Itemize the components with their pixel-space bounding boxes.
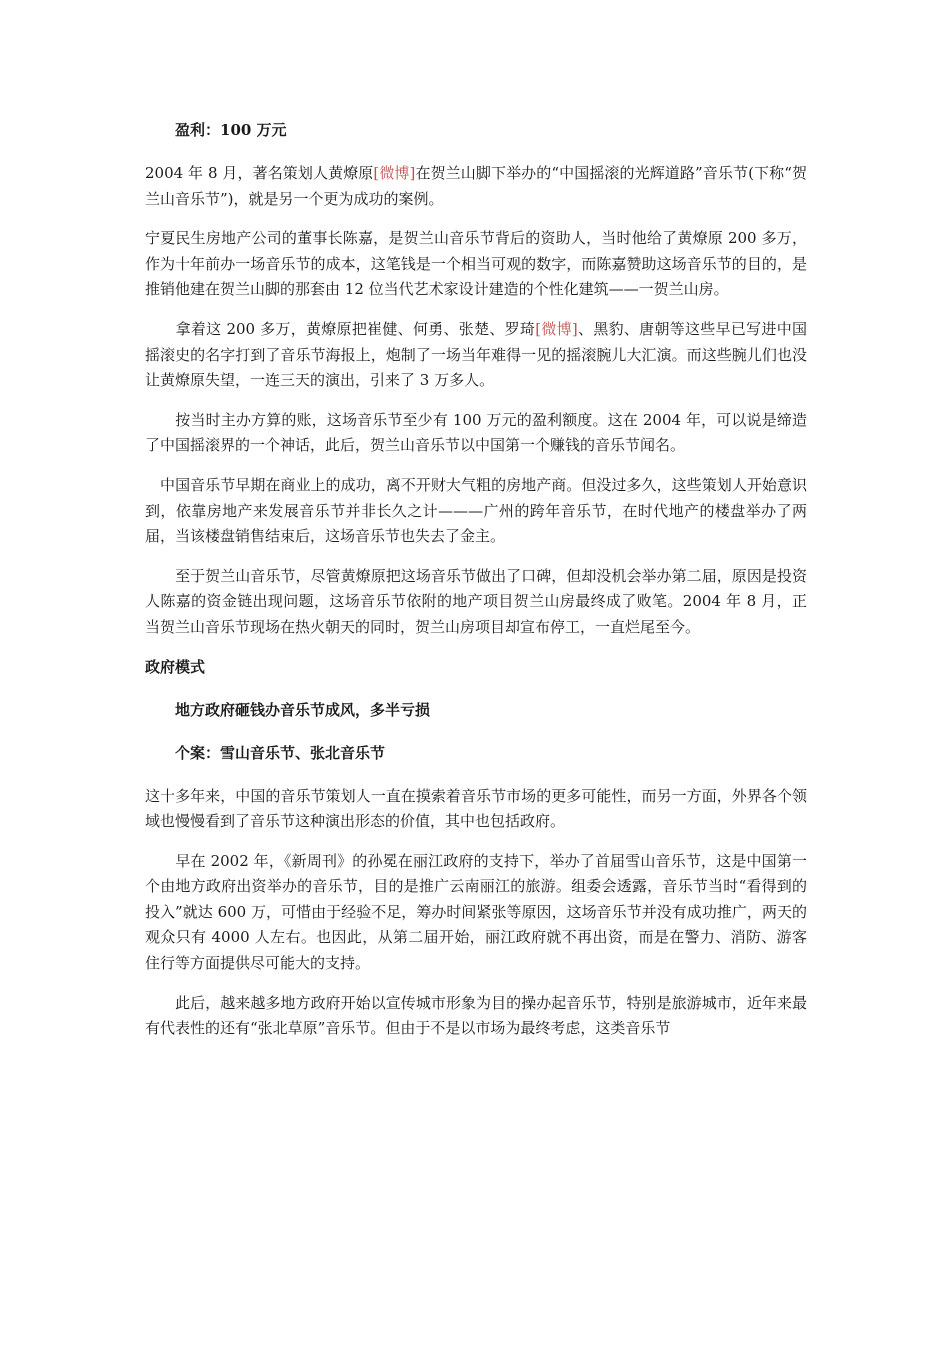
text-segment: 宁夏民生房地产公司的董事长陈嘉，是贺兰山音乐节背后的资助人，当时他给了黄燎原 200 多万，作为十年前办一场音乐节的成本，这笔钱是一个相当可观的数字，而陈嘉赞助这场音乐节的目的，是推销他建在贺兰山脚的那套由 12 位当代艺术家设计建造的个性化建筑——一贺兰山房。 [145,229,807,299]
para-real-estate [145,473,807,550]
para-helanshan-intro [145,161,807,212]
heading-profit: 盈利：100 万元 [145,121,287,139]
para-helanshan-end [145,564,807,641]
para-snow-mountain [145,849,807,977]
text-segment: 2004 年 8 月，著名策划人黄燎原 [145,164,374,182]
para-possibilities [145,784,807,835]
text-segment: 、黑豹、唐朝等这些早已写进中国摇滚史的名字打到了音乐节海报上，炮制了一场当年难得一见的摇滚腕儿大汇演。而这些腕儿们也没让黄燎原失望，一连三天的演出，引来了 3 万多人。 [145,319,807,390]
weibo-link[interactable]: [微博] [373,164,416,182]
heading-case: 个案：雪山音乐节、张北音乐节 [145,743,386,762]
para-zhangbei [145,991,807,1042]
heading-government-mode: 政府模式 [145,657,206,676]
weibo-link[interactable]: [微博] [535,319,578,338]
text-segment: 至于贺兰山音乐节，尽管黄燎原把这场音乐节做出了口碑，但却没机会举办第二届，原因是投资人陈嘉的资金链出现问题，这场音乐节依附的地产项目贺兰山房最终成了败笔。2004 年 8 月，正当贺兰山音乐节现场在热火朝天的同时，贺兰山房项目却宣布停工，一直烂尾至今。 [145,566,807,636]
text-segment: 拿着这 200 多万，黄燎原把崔健、何勇、张楚、罗琦 [145,319,536,338]
text-segment: 按当时主办方算的账，这场音乐节至少有 100 万元的盈利额度。这在 2004 年，可以说是缔造了中国摇滚界的一个神话，此后，贺兰山音乐节以中国第一个赚钱的音乐节闻名。 [145,410,807,455]
para-chenjia [145,226,807,303]
heading-government-loss: 地方政府砸钱办音乐节成风，多半亏损 [145,700,431,719]
text-segment: 这十多年来，中国的音乐节策划人一直在摸索着音乐节市场的更多可能性，而另一方面，外界各个领域也慢慢看到了音乐节这种演出形态的价值，其中也包括政府。 [145,786,807,831]
text-segment: 在贺兰山脚下举办的“中国摇滚的光辉道路”音乐节(下称“贺兰山音乐节”)，就是另一个更为成功的案例。 [145,164,807,208]
para-profit-myth [145,408,807,459]
text-segment: 早在 2002 年，《新周刊》的孙冕在丽江政府的支持下，举办了首届雪山音乐节，这是中国第一个由地方政府出资举办的音乐节，目的是推广云南丽江的旅游。组委会透露，音乐节当时“看得到的投入”就达 600 万，可惜由于经验不足，筹办时间紧张等原因，这场音乐节并没有成功推广，两天的观众只有 4000 人左右。也因此，从第二届开始，丽江政府就不再出资，而是在警力、消防、游客住行等方面提供尽可能大的支持。 [145,851,807,973]
text-segment: 中国音乐节早期在商业上的成功，离不开财大气粗的房地产商。但没过多久，这些策划人开始意识到，依靠房地产来发展音乐节并非长久之计———广州的跨年音乐节，在时代地产的楼盘举办了两届，当该楼盘销售结束后，这场音乐节也失去了金主。 [145,475,807,546]
para-lineup [145,317,807,394]
text-segment: 此后，越来越多地方政府开始以宣传城市形象为目的操办起音乐节，特别是旅游城市，近年来最有代表性的还有“张北草原”音乐节。但由于不是以市场为最终考虑，这类音乐节 [145,993,807,1038]
document-page [145,118,807,1056]
